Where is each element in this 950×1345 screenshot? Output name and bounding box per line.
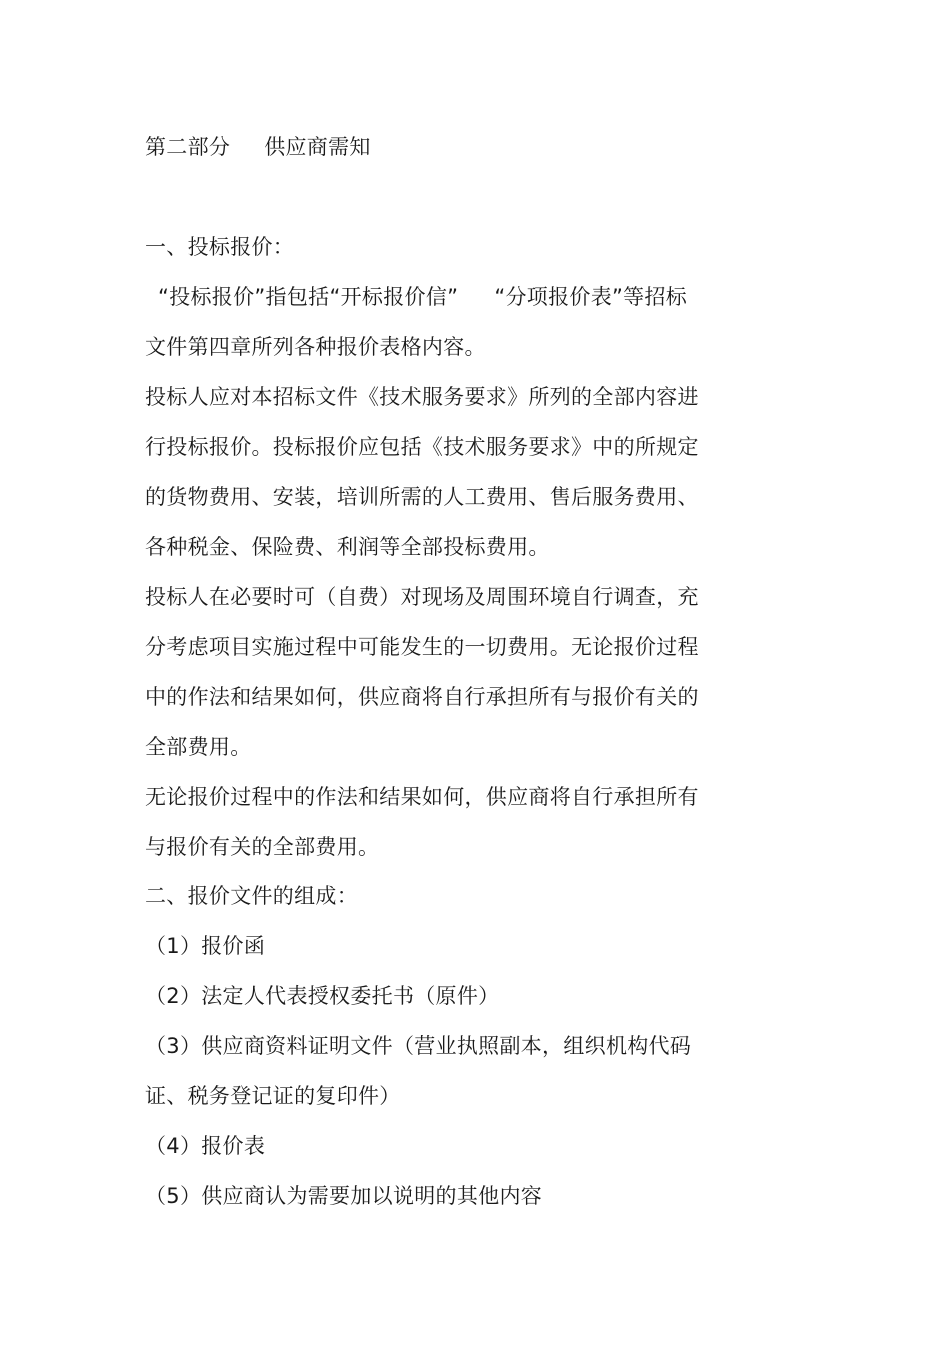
paragraph-line: 文件第四章所列各种报价表格内容。: [145, 335, 486, 359]
paragraph-line: 各种税金、保险费、利润等全部投标费用。: [145, 535, 550, 559]
paragraph-line: 分考虑项目实施过程中可能发生的一切费用。无论报价过程: [145, 635, 699, 659]
text-segment: “投标报价”指包括“开标报价信”: [158, 285, 459, 309]
list-item: （2）法定人代表授权委托书（原件）: [145, 984, 500, 1008]
paragraph-line: 中的作法和结果如何，供应商将自行承担所有与报价有关的: [145, 685, 699, 709]
list-item: （1）报价函: [145, 934, 266, 958]
paragraph-line: 行投标报价。投标报价应包括《技术服务要求》中的所规定: [145, 435, 699, 459]
paragraph-line: 投标人应对本招标文件《技术服务要求》所列的全部内容进: [145, 385, 699, 409]
list-item: （3）供应商资料证明文件（营业执照副本，组织机构代码: [145, 1034, 692, 1058]
list-item-continuation: 证、税务登记证的复印件）: [145, 1084, 401, 1108]
section-heading-quote: 一、投标报价：: [145, 235, 295, 259]
text-segment: “分项报价表”等招标: [494, 285, 688, 309]
part-title: [145, 132, 371, 162]
list-item: （4）报价表: [145, 1134, 266, 1158]
part-name: 供应商需知: [264, 135, 371, 159]
paragraph-line: 的货物费用、安装，培训所需的人工费用、售后服务费用、: [145, 485, 699, 509]
part-number: 第二部分: [145, 135, 231, 159]
paragraph-line: 投标人在必要时可（自费）对现场及周围环境自行调查，充: [145, 585, 699, 609]
paragraph-line: 无论报价过程中的作法和结果如何，供应商将自行承担所有: [145, 785, 699, 809]
section-heading-composition: 二、报价文件的组成：: [145, 884, 358, 908]
paragraph-line: 全部费用。: [145, 735, 252, 759]
paragraph-line: 与报价有关的全部费用。: [145, 835, 380, 859]
list-item: （5）供应商认为需要加以说明的其他内容: [145, 1184, 543, 1208]
paragraph-line: [158, 282, 687, 312]
